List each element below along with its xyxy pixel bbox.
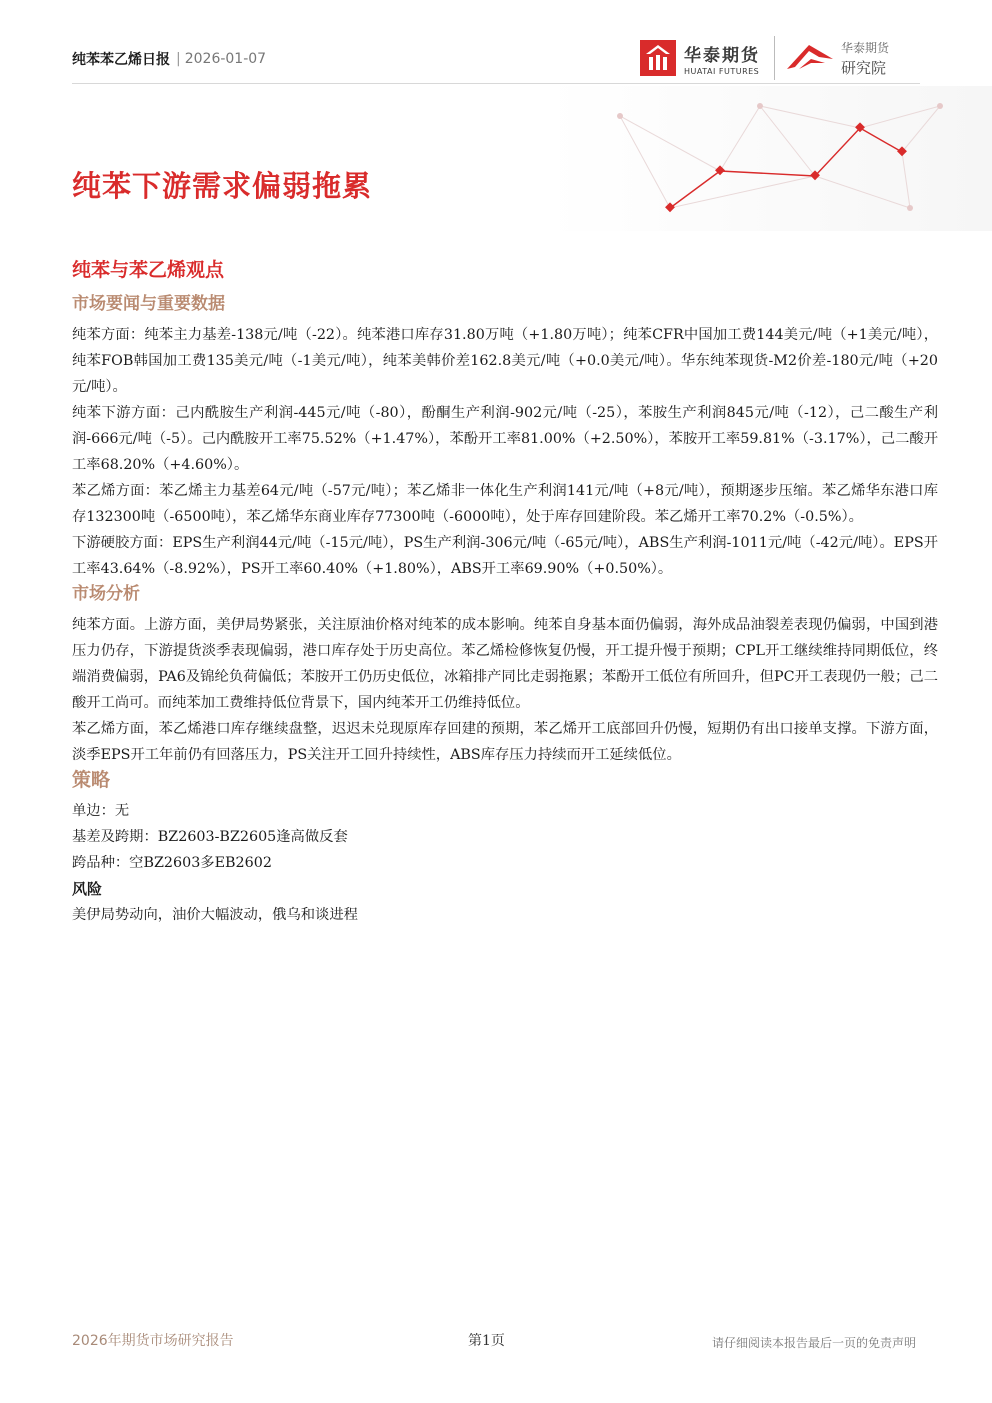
institute-name-small: 华泰期货 (841, 40, 890, 55)
institute-logo-icon (785, 41, 835, 75)
logo-name-en: HUATAI FUTURES (684, 66, 760, 76)
institute-name-big: 研究院 (841, 58, 887, 77)
news-heading: 市场要闻与重要数据 (72, 294, 225, 314)
brand-logos (640, 36, 889, 80)
strategy-item: 跨品种：空BZ2603多EB2602 (72, 855, 272, 871)
disclaimer-note: 请仔细阅读本报告最后一页的免责声明 (711, 1336, 916, 1350)
report-body (72, 255, 938, 928)
analysis-paragraph: 纯苯方面。上游方面，美伊局势紧张，关注原油价格对纯苯的成本影响。纯苯自身基本面仍偏弱，海外成品油裂差表现仍偏弱，中国到港压力仍存，下游提货淡季表现偏弱，港口库存处于历史高位。苯乙烯检修恢复仍慢，开工提升慢于预期；CPL开工继续维持同期低位，终端消费偏弱，PA6及锦纶负荷偏低；苯胺开工仍历史低位，冰箱排产同比走弱拖累；苯酚开工低位有所回升，但PC开工表现仍一般；己二酸开工尚可。而纯苯加工费维持低位背景下，国内纯苯开工仍维持低位。 (72, 617, 938, 711)
news-paragraph: 纯苯方面：纯苯主力基差-138元/吨（-22）。纯苯港口库存31.80万吨（+1.80万吨）；纯苯CFR中国加工费144美元/吨（+1美元/吨），纯苯FOB韩国加工费135美元/吨（-1美元/吨），纯苯美韩价差162.8美元/吨（+0.0美元/吨）。华东纯苯现货-M2价差-180元/吨（+20元/吨）。 (72, 327, 938, 395)
analysis-heading: 市场分析 (72, 584, 140, 604)
page-title: 纯苯下游需求偏弱拖累 (72, 169, 373, 203)
risk-text: 美伊局势动向，油价大幅波动，俄乌和谈进程 (72, 907, 358, 923)
page-number: 第1页 (468, 1333, 505, 1349)
logo-name-cn: 华泰期货 (684, 45, 760, 66)
news-paragraph: 纯苯下游方面：己内酰胺生产利润-445元/吨（-80），酚酮生产利润-902元/吨（-25），苯胺生产利润845元/吨（-12），己二酸生产利润-666元/吨（-5）。己内酰胺开工率75.52%（+1.47%），苯酚开工率81.00%（+2.50%），苯胺开工率59.81%（-3.17%），己二酸开工率68.20%（+4.60%）。 (72, 405, 938, 473)
strategy-item: 单边：无 (72, 803, 130, 819)
footer-report-series: 2026年期货市场研究报告 (72, 1333, 234, 1349)
strategy-heading: 策略 (72, 769, 111, 791)
huatai-logo-icon (640, 40, 676, 76)
section-heading: 纯苯与苯乙烯观点 (72, 259, 225, 281)
strategy-item: 基差及跨期：BZ2603-BZ2605逢高做反套 (72, 829, 348, 845)
news-paragraph: 苯乙烯方面：苯乙烯主力基差64元/吨（-57元/吨）；苯乙烯非一体化生产利润141元/吨（+8元/吨），预期逐步压缩。苯乙烯华东港口库存132300吨（-6500吨），苯乙烯华东商业库存77300吨（-6000吨），处于库存回建阶段。苯乙烯开工率70.2%（-0.5%）。 (72, 483, 938, 525)
report-date: 2026-01-07 (184, 51, 267, 67)
header-separator: | (176, 51, 181, 67)
header-rule (72, 83, 920, 84)
network-graphic (560, 86, 992, 231)
report-name: 纯苯苯乙烯日报 (72, 52, 170, 68)
analysis-paragraph: 苯乙烯方面，苯乙烯港口库存继续盘整，迟迟未兑现原库存回建的预期，苯乙烯开工底部回升仍慢，短期仍有出口接单支撑。下游方面，淡季EPS开工年前仍有回落压力，PS关注开工回升持续性，ABS库存压力持续而开工延续低位。 (72, 721, 938, 763)
logo-divider (774, 36, 775, 80)
risk-heading: 风险 (72, 880, 103, 898)
page-footer (72, 1330, 920, 1358)
news-paragraph: 下游硬胶方面：EPS生产利润44元/吨（-15元/吨），PS生产利润-306元/吨（-65元/吨），ABS生产利润-1011元/吨（-42元/吨）。EPS开工率43.64%（-8.92%），PS开工率60.40%（+1.80%），ABS开工率69.90%（+0.50%）。 (72, 535, 938, 577)
